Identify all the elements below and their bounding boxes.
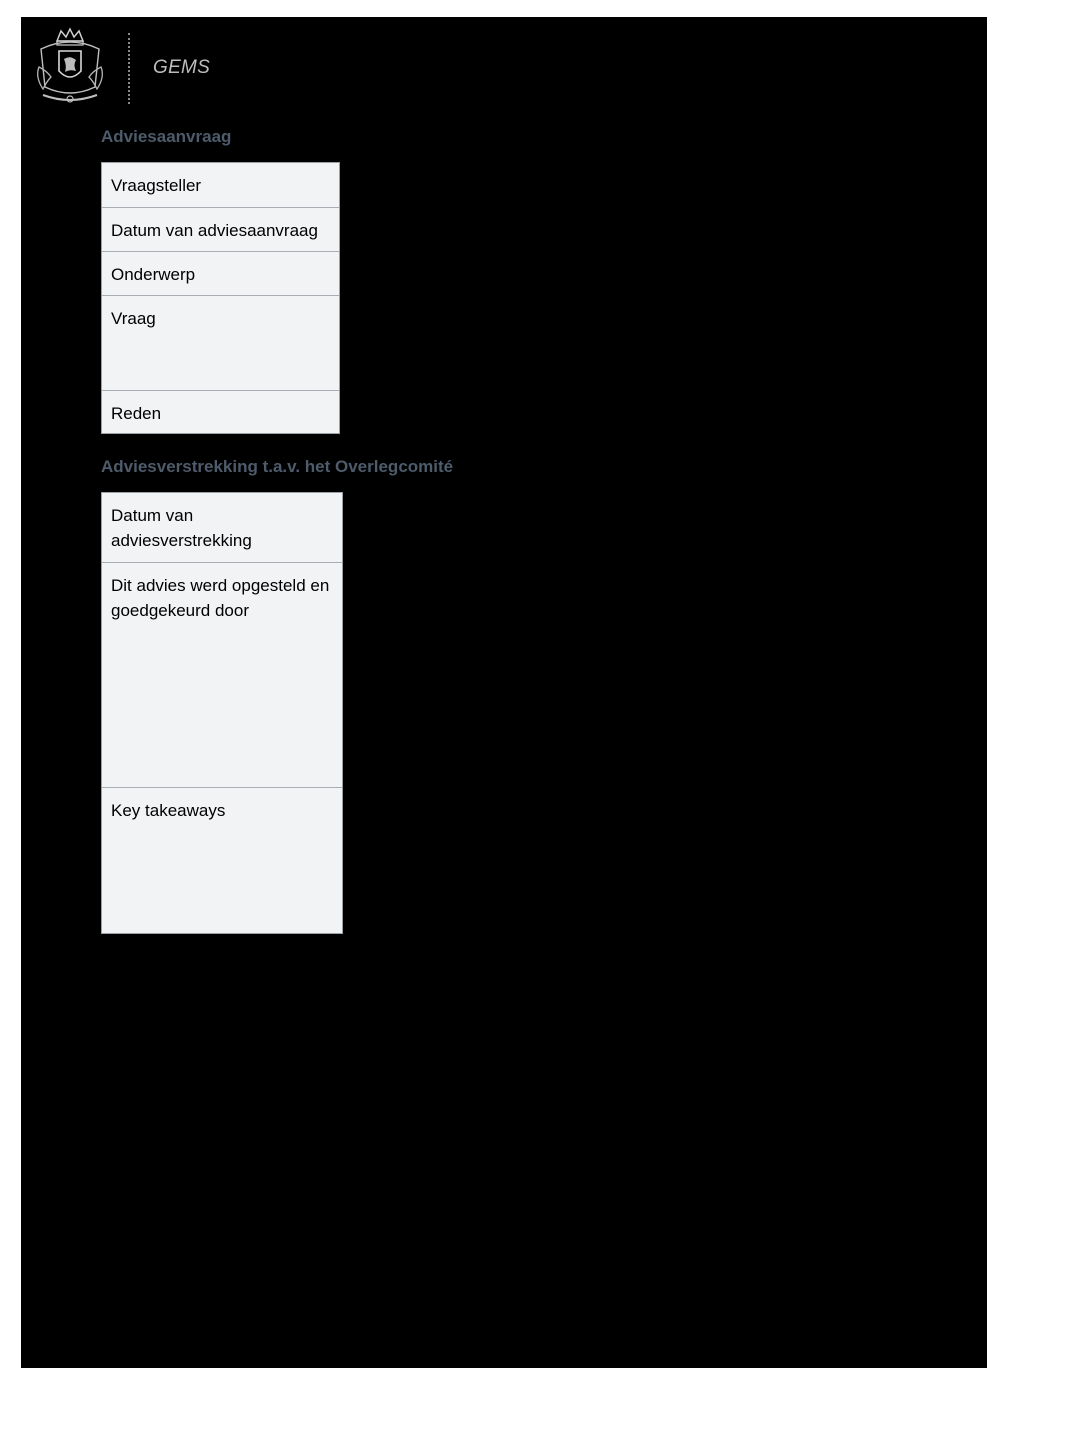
row-label: Vraagsteller <box>111 176 202 195</box>
brand-title: GEMS <box>153 57 211 78</box>
row-label: Onderwerp <box>111 265 196 284</box>
document-page <box>21 17 987 1368</box>
coat-of-arms-icon <box>33 27 107 107</box>
table-row <box>102 251 339 295</box>
table-row <box>102 787 342 933</box>
table-row <box>102 207 339 251</box>
table-row <box>102 295 339 390</box>
row-label: Reden <box>111 404 162 423</box>
row-label: Datum van adviesverstrekking <box>111 506 252 550</box>
section-title-adviesaanvraag: Adviesaanvraag <box>101 127 232 146</box>
table-row <box>102 390 339 433</box>
row-label: Dit advies werd opgesteld en goedgekeurd door <box>111 576 330 620</box>
table-row <box>102 493 342 562</box>
row-label: Vraag <box>111 309 156 328</box>
table-row <box>102 562 342 787</box>
section-title-adviesverstrekking: Adviesverstrekking t.a.v. het Overlegcomité <box>101 457 454 476</box>
adviesaanvraag-table <box>101 162 340 434</box>
row-label: Key takeaways <box>111 801 226 820</box>
adviesverstrekking-table <box>101 492 343 934</box>
header-divider <box>128 33 130 104</box>
row-label: Datum van adviesaanvraag <box>111 221 318 240</box>
table-row <box>102 163 339 207</box>
